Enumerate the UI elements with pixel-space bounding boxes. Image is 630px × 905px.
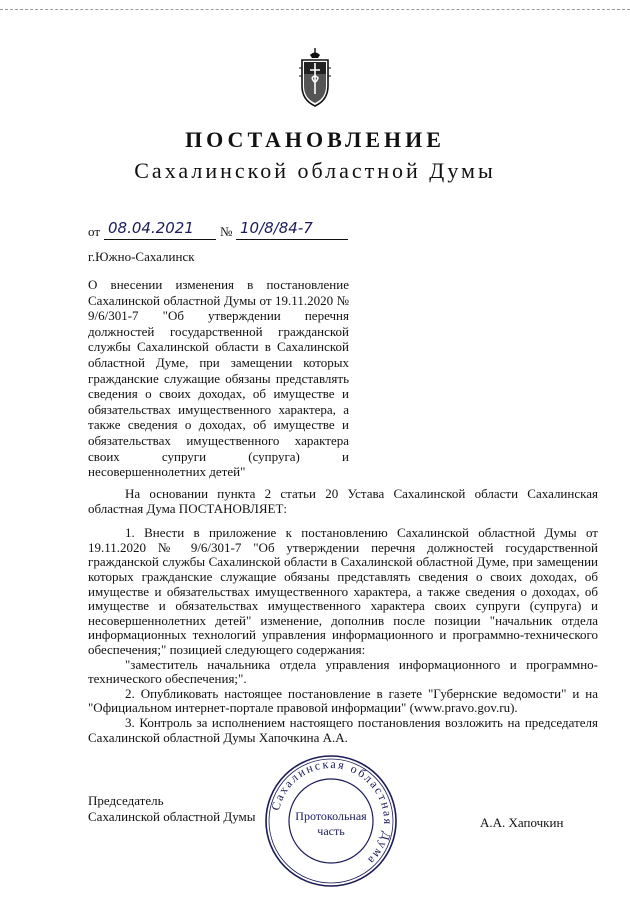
signatory-position-line2: Сахалинской областной Думы [88, 808, 256, 824]
item-2-paragraph: 2. Опубликовать настоящее постановление в газете "Губернские ведомости" и на "Официальном интернет-портале правовой информации" (www.pravo.gov.ru). [88, 685, 598, 716]
document-body [88, 487, 598, 745]
document-title: ПОСТАНОВЛЕНИЕ [185, 127, 445, 152]
date-value: 08.04.2021 [108, 219, 194, 237]
item-3-paragraph: 3. Контроль за исполнением настоящего постановления возложить на председателя Сахалинской областной Думы Хапочкина А.А. [88, 714, 598, 745]
stamp-center-line1: Протокольная [295, 809, 367, 823]
document-subtitle: Сахалинской областной Думы [134, 158, 496, 183]
stamp-center-line2: часть [317, 824, 345, 838]
coat-of-arms-icon [296, 46, 334, 108]
city-line: г.Южно-Сахалинск [88, 249, 195, 264]
item-1-quote: "заместитель начальника отдела управления информационного и программно-технического обеспечения;". [88, 656, 598, 687]
number-label: № [220, 224, 233, 239]
signatory-position [88, 793, 256, 824]
number-underline [236, 239, 348, 240]
preamble-paragraph: На основании пункта 2 статьи 20 Устава Сахалинской области Сахалинская областная Дума ПОСТАНОВЛЯЕТ: [88, 486, 598, 516]
signatory-name: А.А. Хапочкин [480, 815, 564, 830]
official-stamp [263, 753, 399, 889]
date-label: от [88, 224, 101, 239]
date-underline [104, 239, 216, 240]
signatory-position-line1: Председатель [88, 793, 164, 808]
stamp-ring-text: Сахалинская областная Дума [268, 756, 396, 869]
document-subject: О внесении изменения в постановление Сахалинской областной Думы от 19.11.2020 № 9/6/301-7 "Об утверждении перечня должностей государственной гражданской службы Сахалинской области в Сахалинской областной Думе, при замещении которых гражданские служащие обязаны представлять сведения о своих доходах, об имуществе и обязательствах имущественного характера, а также сведения о доходах, об имуществе и обязательствах имущественного характера своих супруги (супруга) и несовершеннолетних детей" [88, 277, 349, 480]
scan-edge-line [0, 9, 630, 10]
number-value: 10/8/84-7 [240, 219, 313, 237]
item-1-paragraph: 1. Внести в приложение к постановлению Сахалинской областной Думы от 19.11.2020 № 9/6/301-7 "Об утверждении перечня должностей государственной гражданской службы Сахалинской области в Сахалинской областной Думе, при замещении которых гражданские служащие обязаны представлять сведения о своих доходах, об имуществе и обязательствах имущественного характера, а также сведения о доходах, об имуществе и обязательствах имущественного характера своих супруги (супруга) и несовершеннолетних детей" изменение, дополнив после позиции "начальник отдела информационных технологий управления информационного и программно-технического обеспечения;" позицией следующего содержания: [88, 525, 598, 657]
date-number-row [88, 219, 358, 242]
